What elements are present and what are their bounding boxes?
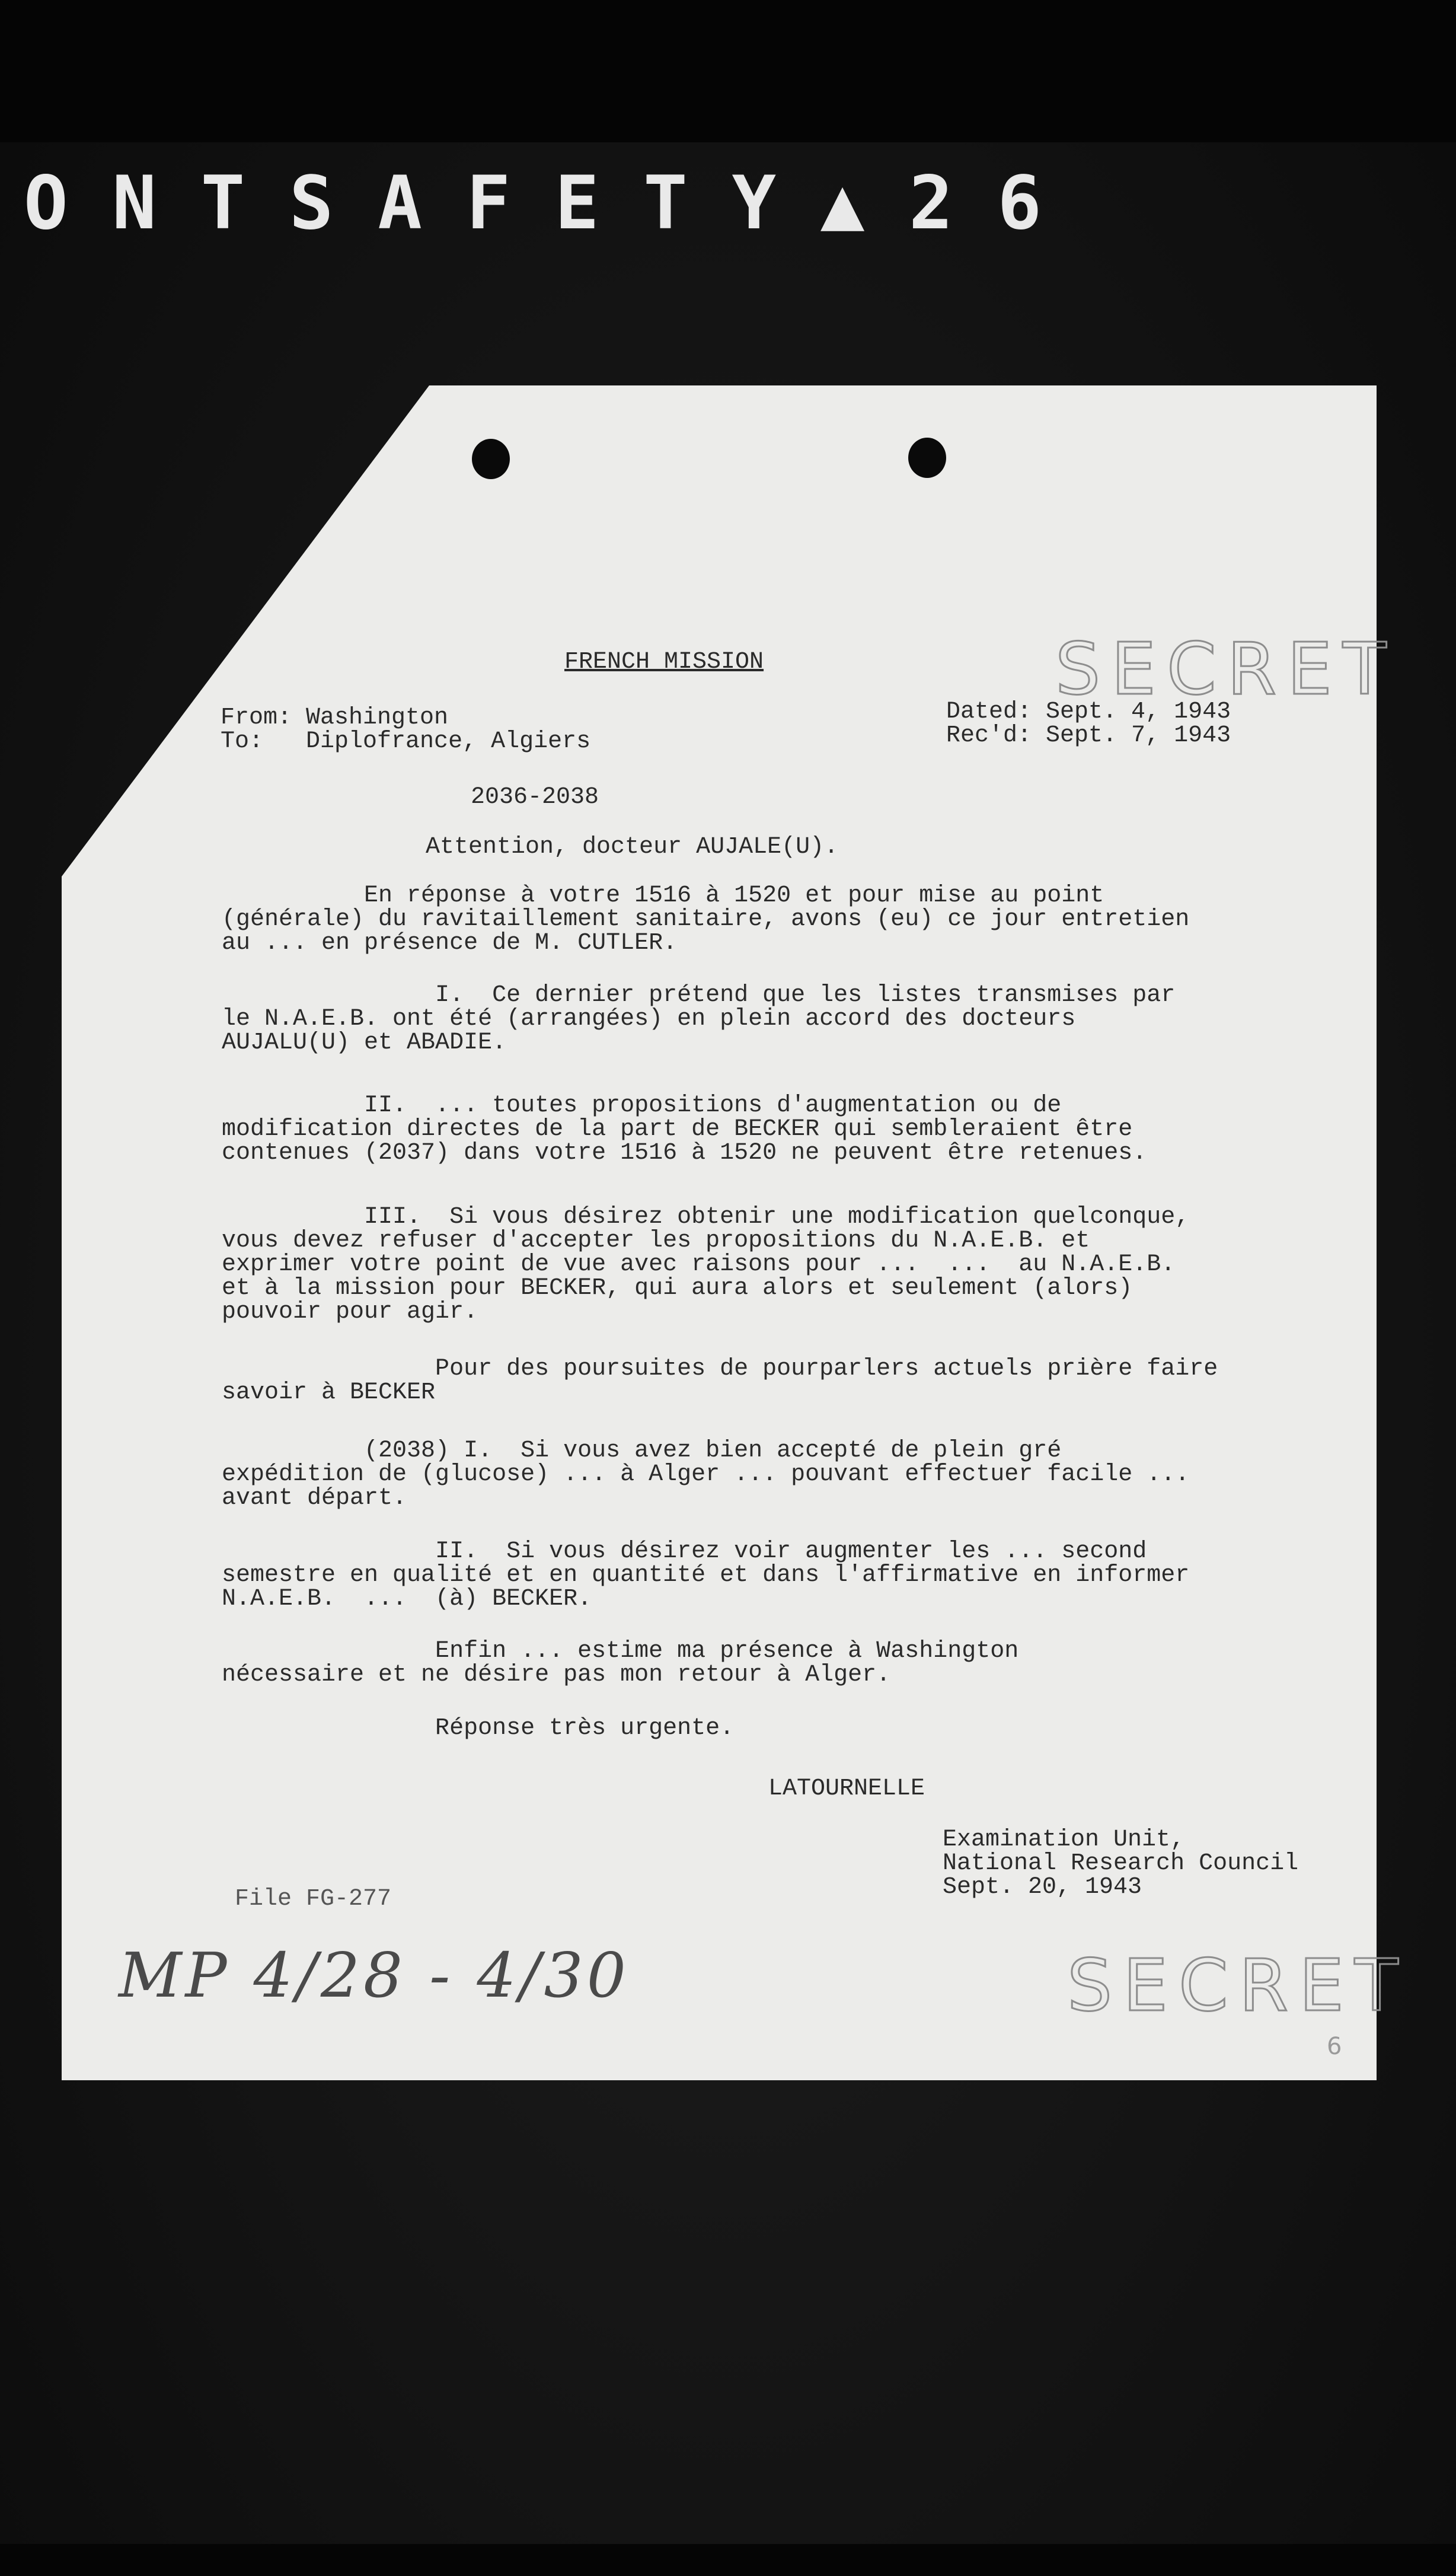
paragraph-3-line-2: modification directes de la part de BECKER qui sembleraient être: [222, 1116, 1133, 1143]
paragraph-6-line-1: (2038) I. Si vous avez bien accepté de plein gré: [222, 1437, 1062, 1464]
exam-unit-line-3: Sept. 20, 1943: [943, 1874, 1142, 1901]
punch-hole-left: [472, 439, 510, 479]
paragraph-3-line-3: contenues (2037) dans votre 1516 à 1520 ne peuvent être retenues.: [222, 1140, 1147, 1166]
paragraph-8-line-1: Enfin ... estime ma présence à Washington: [222, 1638, 1019, 1665]
paragraph-7-line-3: N.A.E.B. ... (à) BECKER.: [222, 1586, 592, 1612]
message-numbers: 2036-2038: [471, 784, 599, 811]
paragraph-1-line-3: au ... en présence de M. CUTLER.: [222, 930, 678, 957]
paragraph-9-line-1: Réponse très urgente.: [222, 1715, 735, 1742]
file-reference: File FG-277: [235, 1886, 392, 1912]
paragraph-3-line-1: II. ... toutes propositions d'augmentation ou de: [222, 1092, 1062, 1119]
paragraph-5-line-2: savoir à BECKER: [222, 1379, 436, 1406]
handwritten-note: MP 4/28 - 4/30: [119, 1939, 630, 2011]
paragraph-4-line-4: et à la mission pour BECKER, qui aura alors et seulement (alors): [222, 1275, 1133, 1302]
paragraph-2-line-1: I. Ce dernier prétend que les listes transmises par: [222, 982, 1176, 1009]
secret-stamp-bottom: SECRET: [1067, 1945, 1409, 2027]
signature: LATOURNELLE: [768, 1775, 925, 1802]
secret-stamp-top: SECRET: [1055, 629, 1397, 711]
film-edge-print: [24, 159, 1456, 248]
corner-mark: 6: [1327, 2033, 1342, 2060]
paragraph-4-line-1: III. Si vous désirez obtenir une modification quelconque,: [222, 1204, 1190, 1230]
paragraph-2-line-2: le N.A.E.B. ont été (arrangées) en plein accord des docteurs: [222, 1006, 1076, 1032]
to-line: To: Diplofrance, Algiers: [221, 728, 591, 755]
paragraph-2-line-3: AUJALU(U) et ABADIE.: [222, 1029, 507, 1056]
paragraph-6-line-2: expédition de (glucose) ... à Alger ... pouvant effectuer facile ...: [222, 1461, 1190, 1488]
dated-line: Dated: Sept. 4, 1943: [946, 699, 1231, 725]
film-edge-text: O N T S A F E T Y ▲ 2 6: [24, 161, 1042, 246]
exam-unit-line-2: National Research Council: [943, 1850, 1299, 1877]
film-top-band: [0, 0, 1456, 142]
paragraph-4-line-2: vous devez refuser d'accepter les propositions du N.A.E.B. et: [222, 1228, 1090, 1254]
received-line: Rec'd: Sept. 7, 1943: [946, 722, 1231, 749]
film-bottom-band: [0, 2544, 1456, 2576]
paragraph-4-line-5: pouvoir pour agir.: [222, 1299, 478, 1325]
paragraph-7-line-2: semestre en qualité et en quantité et dans l'affirmative en informer: [222, 1562, 1190, 1589]
paragraph-1-line-2: (générale) du ravitaillement sanitaire, avons (eu) ce jour entretien: [222, 906, 1190, 933]
attention-line: Attention, docteur AUJALE(U).: [426, 834, 839, 860]
document-heading: FRENCH MISSION: [564, 649, 764, 675]
paragraph-7-line-1: II. Si vous désirez voir augmenter les ... second: [222, 1538, 1147, 1565]
punch-hole-right: [908, 438, 946, 478]
exam-unit-line-1: Examination Unit,: [943, 1826, 1185, 1853]
paragraph-8-line-2: nécessaire et ne désire pas mon retour à Alger.: [222, 1662, 891, 1688]
paragraph-1-line-1: En réponse à votre 1516 à 1520 et pour mise au point: [222, 882, 1104, 909]
from-line: From: Washington: [221, 704, 449, 731]
paragraph-5-line-1: Pour des poursuites de pourparlers actuels prière faire: [222, 1356, 1218, 1382]
paragraph-4-line-3: exprimer votre point de vue avec raisons pour ... ... au N.A.E.B.: [222, 1251, 1176, 1278]
paragraph-6-line-3: avant départ.: [222, 1485, 407, 1512]
